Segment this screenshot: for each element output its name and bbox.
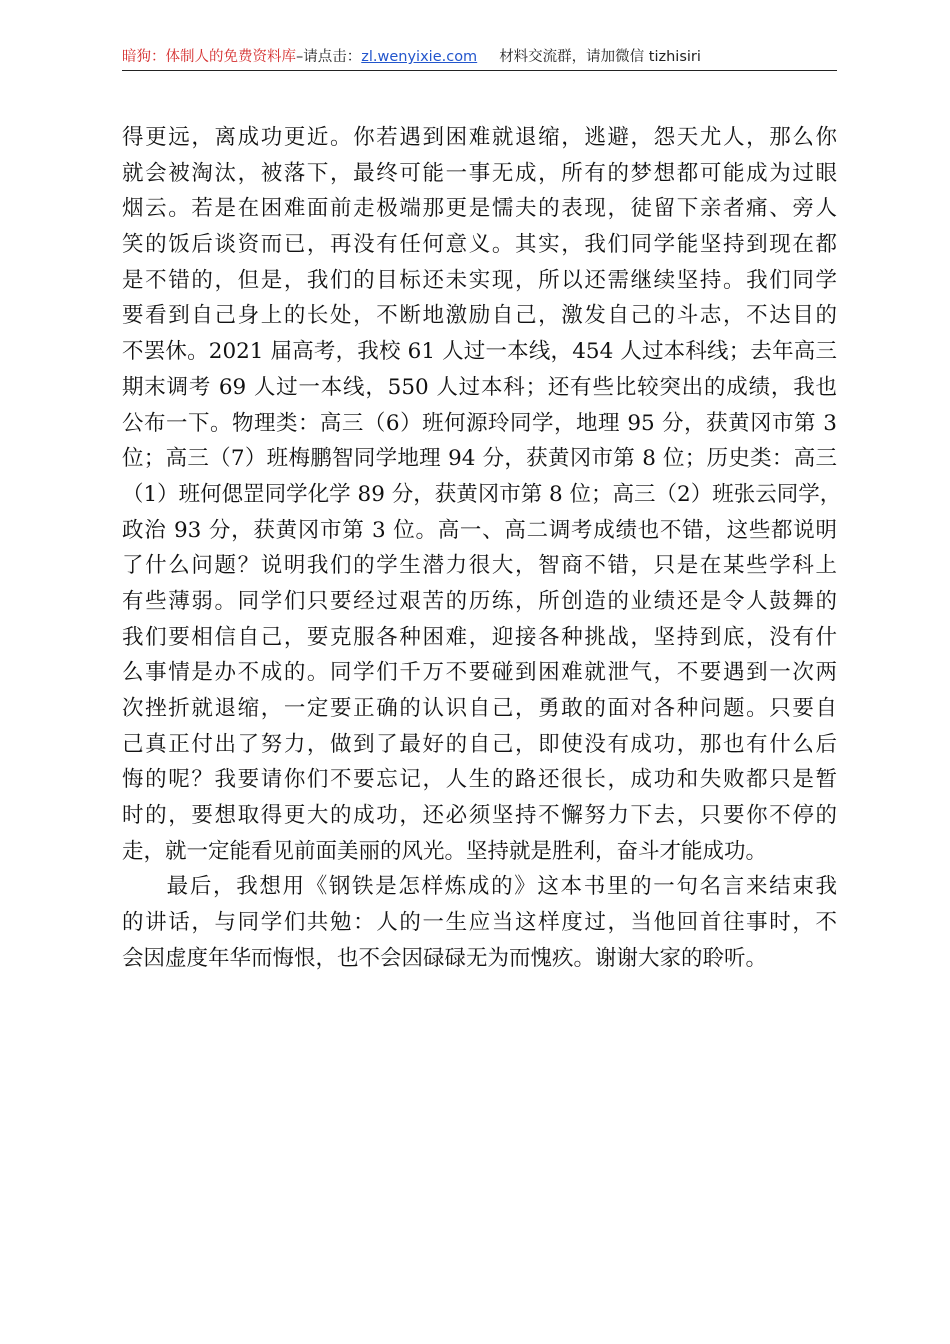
text-line: 不罢休。2021 届高考，我校 61 人过一本线，454 人过本科线；去年高三	[122, 339, 837, 365]
text-line: 要看到自己身上的长处，不断地激励自己，激发自己的斗志，不达目的	[122, 303, 837, 329]
text-line-first	[122, 869, 837, 905]
text-line: 会因虚度年华而悔恨，也不会因碌碌无为而愧疚。谢谢大家的聆听。	[122, 945, 768, 971]
text-line: 笑的饭后谈资而已，再没有任何意义。其实，我们同学能坚持到现在都	[122, 232, 837, 258]
header-brand: 暗狗：体制人的免费资料库	[122, 49, 296, 65]
paragraph-1	[122, 120, 842, 869]
text-line: 悔的呢？我要请你们不要忘记，人生的路还很长，成功和失败都只是暂	[122, 767, 837, 793]
text-line-content: 最后，我想用《钢铁是怎样炼成的》这本书里的一句名言来结束我	[165, 874, 837, 900]
text-line: 走，就一定能看见前面美丽的风光。坚持就是胜利，奋斗才能成功。	[122, 838, 768, 864]
text-line: 公布一下。物理类：高三（6）班何源玲同学，地理 95 分，获黄冈市第 3	[122, 410, 837, 436]
text-line: 就会被淘汰，被落下，最终可能一事无成，所有的梦想都可能成为过眼	[122, 160, 837, 186]
text-line: 己真正付出了努力，做到了最好的自己，即使没有成功，那也有什么后	[122, 731, 837, 757]
text-line: 位；高三（7）班梅鹏智同学地理 94 分，获黄冈市第 8 位；历史类：高三	[122, 446, 837, 472]
document-body	[122, 120, 842, 977]
text-line: 有些薄弱。同学们只要经过艰苦的历练，所创造的业绩还是令人鼓舞的	[122, 588, 837, 614]
text-line: 期末调考 69 人过一本线，550 人过本科；还有些比较突出的成绩，我也	[122, 374, 837, 400]
text-line: （1）班何偲罡同学化学 89 分，获黄冈市第 8 位；高三（2）班张云同学，	[122, 481, 842, 507]
text-line: 的讲话，与同学们共勉：人的一生应当这样度过，当他回首往事时，不	[122, 910, 837, 936]
header-prompt: –请点击：	[296, 49, 362, 65]
text-line: 次挫折就退缩，一定要正确的认识自己，勇敢的面对各种问题。只要自	[122, 696, 837, 721]
text-line: 么事情是办不成的。同学们千万不要碰到困难就泄气，不要遇到一次两	[122, 660, 837, 686]
text-line: 烟云。若是在困难面前走极端那更是懦夫的表现，徒留下亲者痛、旁人	[122, 196, 837, 222]
text-line: 了什么问题？说明我们的学生潜力很大，智商不错，只是在某些学科上	[122, 553, 837, 579]
text-line: 政治 93 分，获黄冈市第 3 位。高一、高二调考成绩也不错，这些都说明	[122, 517, 837, 543]
text-line: 是不错的，但是，我们的目标还未实现，所以还需继续坚持。我们同学	[122, 267, 837, 293]
header-contact: 材料交流群，请加微信 tizhisiri	[499, 49, 701, 65]
paragraph-2	[122, 869, 837, 976]
header-link[interactable]: zl.wenyixie.com	[361, 49, 478, 65]
text-line: 时的，要想取得更大的成功，还必须坚持不懈努力下去，只要你不停的	[122, 803, 837, 829]
page-header	[122, 44, 837, 71]
text-line: 我们要相信自己，要克服各种困难，迎接各种挑战，坚持到底，没有什	[122, 624, 837, 650]
text-line: 得更远，离成功更近。你若遇到困难就退缩，逃避，怨天尤人，那么你	[122, 125, 837, 150]
